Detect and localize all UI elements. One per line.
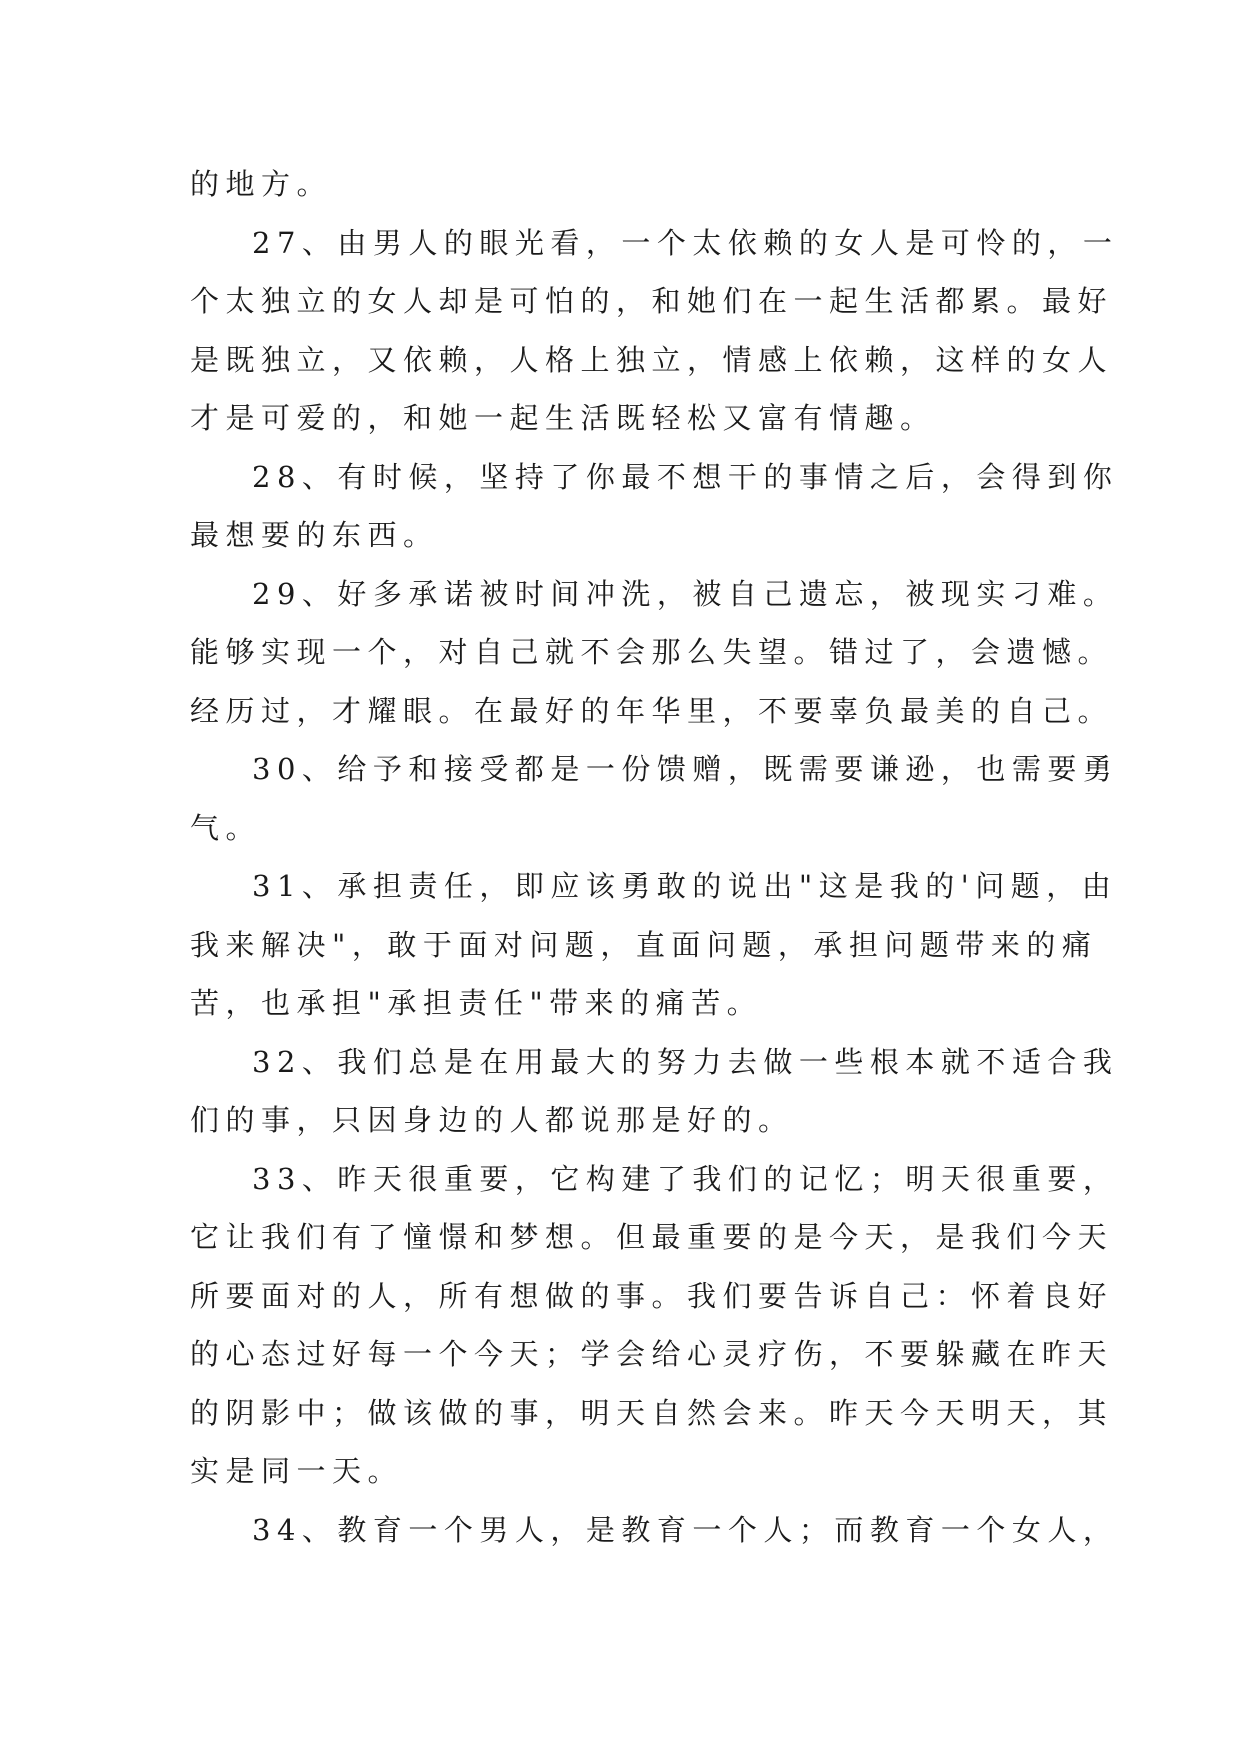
text-line: 个太独立的女人却是可怕的，和她们在一起生活都累。最好 [190, 284, 1114, 318]
text-line: 最想要的东西。 [190, 518, 439, 552]
text-line: 才是可爱的，和她一起生活既轻松又富有情趣。 [190, 401, 936, 435]
text-line: 它让我们有了憧憬和梦想。但最重要的是今天，是我们今天 [190, 1220, 1114, 1254]
paragraph-first-line: 33、昨天很重要，它构建了我们的记忆；明天很重要， [252, 1161, 1119, 1196]
text-line: 我来解决"，敢于面对问题，直面问题，承担问题带来的痛 [190, 927, 1098, 962]
paragraph-first-line: 34、教育一个男人，是教育一个人；而教育一个女人， [252, 1512, 1119, 1547]
paragraph-first-line: 30、给予和接受都是一份馈赠，既需要谦逊，也需要勇 [252, 752, 1119, 786]
paragraph-first-line: 32、我们总是在用最大的努力去做一些根本就不适合我 [252, 1044, 1119, 1079]
text-line: 们的事，只因身边的人都说那是好的。 [190, 1103, 794, 1137]
text-line: 经历过，才耀眼。在最好的年华里，不要辜负最美的自己。 [190, 693, 1114, 728]
paragraph-first-line: 28、有时候，坚持了你最不想干的事情之后，会得到你 [252, 459, 1119, 494]
text-line: 气。 [190, 810, 262, 845]
text-line: 的阴影中；做该做的事，明天自然会来。昨天今天明天，其 [190, 1395, 1114, 1430]
text-line: 能够实现一个，对自己就不会那么失望。错过了，会遗憾。 [190, 635, 1114, 669]
paragraph-first-line: 27、由男人的眼光看，一个太依赖的女人是可怜的，一 [252, 225, 1119, 260]
text-line: 所要面对的人，所有想做的事。我们要告诉自己：怀着良好 [190, 1278, 1114, 1313]
body-text [190, 155, 1119, 1559]
paragraph-first-line: 29、好多承诺被时间冲洗，被自己遗忘，被现实刁难。 [252, 576, 1119, 611]
text-line: 实是同一天。 [190, 1454, 404, 1488]
text-line: 苦，也承担"承担责任"带来的痛苦。 [190, 986, 763, 1020]
text-line: 的心态过好每一个今天；学会给心灵疗伤，不要躲藏在昨天 [190, 1337, 1114, 1371]
text-line: 是既独立，又依赖，人格上独立，情感上依赖，这样的女人 [190, 342, 1114, 377]
paragraph-first-line: 31、承担责任，即应该勇敢的说出"这是我的'问题，由 [252, 869, 1118, 903]
text-line: 的地方。 [190, 167, 333, 201]
